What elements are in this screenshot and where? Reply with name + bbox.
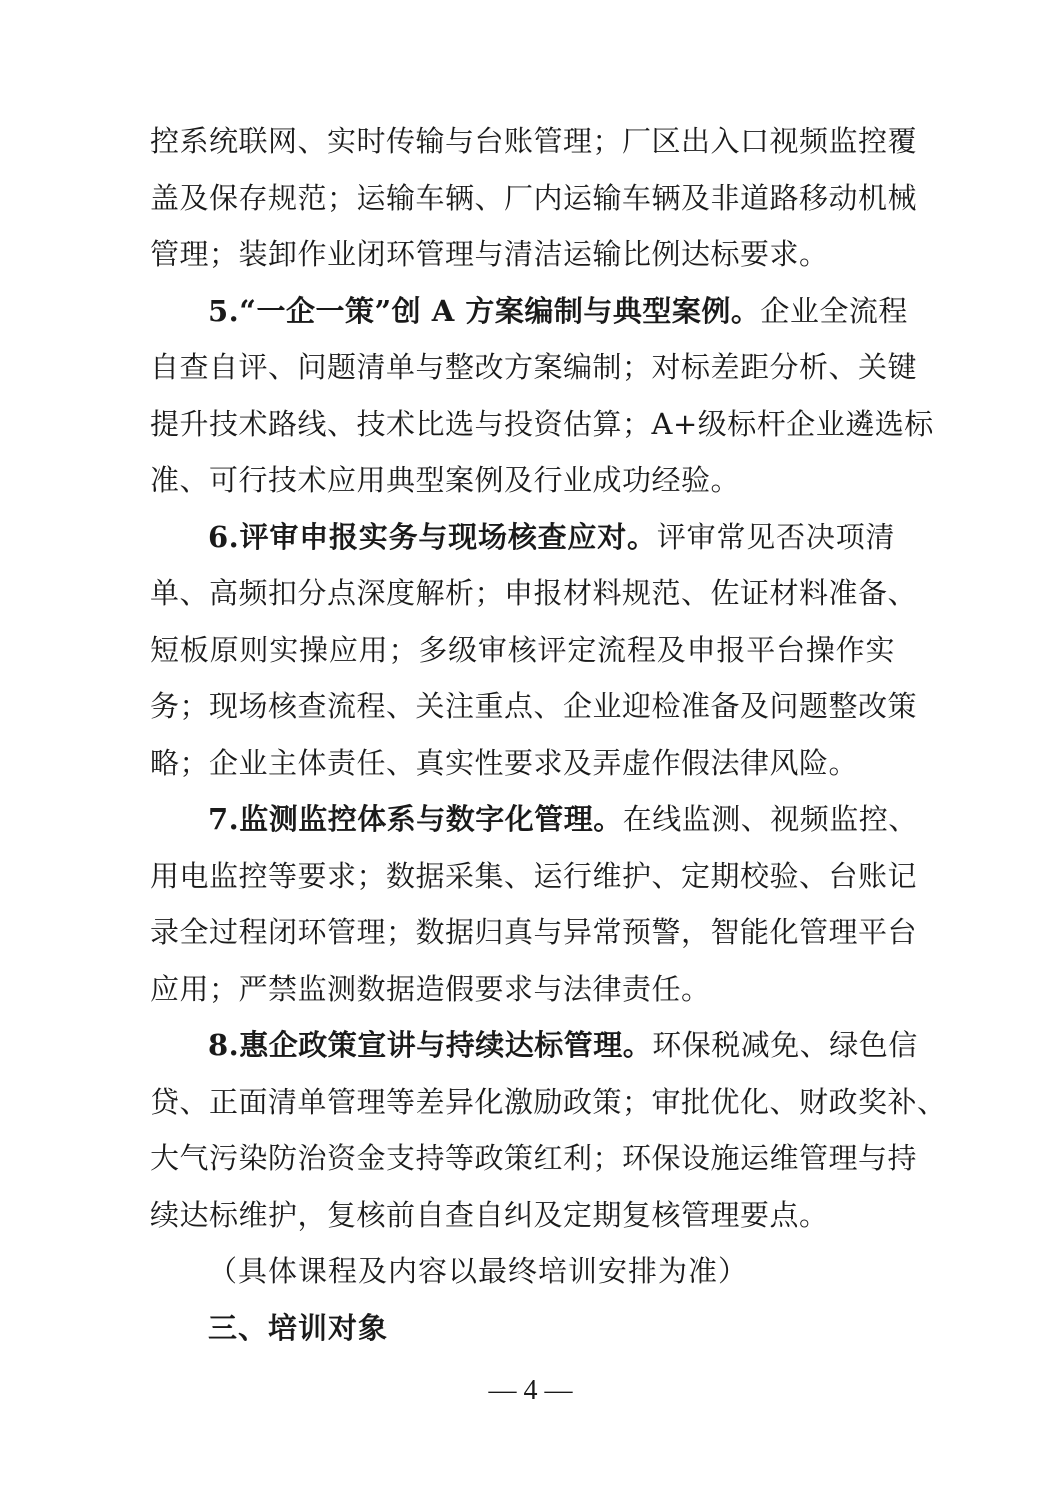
paragraph-line: 短板原则实操应用；多级审核评定流程及申报平台操作实	[150, 633, 895, 667]
item-heading: 8.惠企政策宣讲与持续达标管理。	[208, 1028, 653, 1062]
paragraph-line: 自查自评、问题清单与整改方案编制；对标差距分析、关键	[150, 350, 918, 384]
paragraph-line: 贷、正面清单管理等差异化激励政策；审批优化、财政奖补、	[150, 1085, 947, 1119]
paragraph-first-line	[208, 791, 918, 847]
paragraph-text: 企业全流程	[760, 294, 908, 328]
paragraph-line: 盖及保存规范；运输车辆、厂内运输车辆及非道路移动机械	[150, 181, 918, 215]
paragraph-line: 务；现场核查流程、关注重点、企业迎检准备及问题整改策	[150, 689, 918, 723]
paragraph-line: 用电监控等要求；数据采集、运行维护、定期校验、台账记	[150, 859, 918, 893]
paragraph-first-line	[208, 1017, 918, 1073]
paragraph-text: 评审常见否决项清	[656, 520, 895, 554]
page-number: — 4 —	[488, 1375, 573, 1406]
paragraph-line: 控系统联网、实时传输与台账管理；厂区出入口视频监控覆	[150, 124, 918, 158]
paragraph-line: 提升技术路线、技术比选与投资估算；A+级标杆企业遴选标	[150, 407, 934, 441]
paragraph-line: 大气污染防治资金支持等政策红利；环保设施运维管理与持	[150, 1141, 918, 1175]
paragraph-text: 环保税减免、绿色信	[652, 1028, 918, 1062]
section-heading: 三、培训对象	[208, 1311, 389, 1345]
course-note: （具体课程及内容以最终培训安排为准）	[208, 1254, 749, 1288]
item-heading: 7.监测监控体系与数字化管理。	[208, 802, 623, 836]
item-heading: 5.“一企一策”创 A 方案编制与典型案例。	[208, 294, 761, 328]
paragraph-first-line	[208, 283, 908, 339]
paragraph-line: 管理；装卸作业闭环管理与清洁运输比例达标要求。	[150, 237, 829, 271]
paragraph-line: 略；企业主体责任、真实性要求及弄虚作假法律风险。	[150, 746, 859, 780]
paragraph-first-line	[208, 509, 895, 565]
paragraph-line: 应用；严禁监测数据造假要求与法律责任。	[150, 972, 711, 1006]
item-heading: 6.评审申报实务与现场核查应对。	[208, 520, 657, 554]
paragraph-text: 在线监测、视频监控、	[622, 802, 918, 836]
paragraph-line: 单、高频扣分点深度解析；申报材料规范、佐证材料准备、	[150, 576, 918, 610]
paragraph-line: 准、可行技术应用典型案例及行业成功经验。	[150, 463, 741, 497]
paragraph-line: 录全过程闭环管理；数据归真与异常预警，智能化管理平台	[150, 915, 918, 949]
paragraph-line: 续达标维护，复核前自查自纠及定期复核管理要点。	[150, 1198, 829, 1232]
